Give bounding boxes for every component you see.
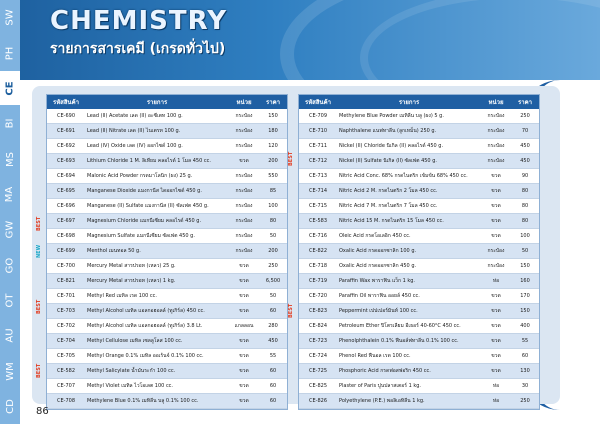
product-price: 450 bbox=[259, 334, 287, 349]
product-unit: กระป๋อง bbox=[481, 124, 511, 139]
product-name: Nitric Acid 7 M. กรดไนตริก 7 โมล 450 cc. bbox=[337, 199, 481, 214]
table-row bbox=[299, 334, 539, 349]
product-unit: ขวด bbox=[481, 214, 511, 229]
product-unit: ขวด bbox=[229, 289, 259, 304]
table-row bbox=[299, 289, 539, 304]
product-unit: ขวด bbox=[229, 154, 259, 169]
product-price: 150 bbox=[511, 304, 539, 319]
tab-label: CE bbox=[4, 81, 16, 96]
product-name: Methylene Blue Powder เมทิลีน บลู (ผง) 5 g. bbox=[337, 109, 481, 124]
product-unit: ขวด bbox=[481, 319, 511, 334]
product-code: CE-697 bbox=[47, 214, 85, 229]
left-price-table bbox=[46, 94, 288, 410]
product-unit: ขวด bbox=[481, 364, 511, 379]
product-unit: ห่อ bbox=[481, 379, 511, 394]
table-row bbox=[299, 244, 539, 259]
product-price: 60 bbox=[511, 349, 539, 364]
product-name: Methylene Blue 0.1% เมทิลีน บลู 0.1% 100 cc. bbox=[85, 394, 229, 409]
table-row bbox=[299, 124, 539, 139]
tab-label: CD bbox=[4, 398, 16, 414]
product-name: Lithium Chloride 1 M. ลิเทียม คลอไรด์ 1 โมล 450 cc. bbox=[85, 154, 229, 169]
product-unit: ขวด bbox=[229, 259, 259, 274]
product-code: CE-708 bbox=[47, 394, 85, 409]
product-name: Phenolphthalein 0.1% ฟีนอล์ฟทาลีน 0.1% 100 cc. bbox=[337, 334, 481, 349]
product-name: Nitric Acid Conc. 68% กรดไนตริก เข้มข้น 68% 450 cc. bbox=[337, 169, 481, 184]
page-subtitle: รายการสารเคมี (เกรดทั่วไป) bbox=[50, 41, 226, 57]
tab-gw[interactable] bbox=[0, 213, 20, 247]
tab-label: MS bbox=[4, 151, 16, 167]
product-code: CE-583 bbox=[299, 214, 337, 229]
tab-au[interactable] bbox=[0, 319, 20, 353]
table-row bbox=[299, 184, 539, 199]
best-badge: BEST bbox=[288, 151, 294, 166]
product-unit: ขวด bbox=[481, 169, 511, 184]
product-code: CE-694 bbox=[47, 169, 85, 184]
product-code: CE-826 bbox=[299, 394, 337, 409]
product-price: 55 bbox=[259, 349, 287, 364]
tab-label: SW bbox=[4, 9, 16, 26]
product-price: 130 bbox=[511, 364, 539, 379]
tab-label: AU bbox=[4, 328, 16, 343]
product-code: CE-703 bbox=[47, 304, 85, 319]
product-name: Methyl Alcohol เมทิล แอลกอฮอลล์ (ทูเกิร์ล) 450 cc. bbox=[85, 304, 229, 319]
table-row bbox=[47, 199, 287, 214]
product-unit: กระป๋อง bbox=[229, 214, 259, 229]
table-row bbox=[299, 109, 539, 124]
product-name: Petroleum Ether ปิโตรเลียม อีเธอร์ 40-60°C 450 cc. bbox=[337, 319, 481, 334]
tab-label: MA bbox=[4, 186, 16, 203]
table-row bbox=[47, 139, 287, 154]
table-row bbox=[299, 304, 539, 319]
table-row bbox=[47, 364, 287, 379]
product-price: 60 bbox=[259, 379, 287, 394]
product-price: 80 bbox=[511, 184, 539, 199]
product-name: Oleic Acid กรดโอเลอิก 450 cc. bbox=[337, 229, 481, 244]
product-code: CE-700 bbox=[47, 259, 85, 274]
product-code: CE-707 bbox=[47, 379, 85, 394]
product-name: Menthol เมนทอล 50 g. bbox=[85, 244, 229, 259]
product-code: CE-709 bbox=[299, 109, 337, 124]
table-row bbox=[299, 349, 539, 364]
product-code: CE-705 bbox=[47, 349, 85, 364]
product-code: CE-824 bbox=[299, 319, 337, 334]
product-name: Naphthalene แนฟทาลีน (ลูกเหม็น) 250 g. bbox=[337, 124, 481, 139]
tab-ma[interactable] bbox=[0, 177, 20, 211]
product-code: CE-716 bbox=[299, 229, 337, 244]
product-name: Lead (II) Acetate เลด (II) อะซีเตท 100 g. bbox=[85, 109, 229, 124]
product-unit: กระป๋อง bbox=[229, 124, 259, 139]
product-code: CE-713 bbox=[299, 169, 337, 184]
product-price: 6,500 bbox=[259, 274, 287, 289]
product-code: CE-714 bbox=[299, 184, 337, 199]
product-name: Methyl Violet เมทิล ไวโอเลต 100 cc. bbox=[85, 379, 229, 394]
product-unit: ขวด bbox=[481, 304, 511, 319]
product-unit: ขวด bbox=[229, 349, 259, 364]
product-price: 60 bbox=[259, 394, 287, 409]
table-row bbox=[299, 379, 539, 394]
product-unit: กระป๋อง bbox=[481, 244, 511, 259]
product-name: Peppermint เปปเปอร์มินท์ 100 cc. bbox=[337, 304, 481, 319]
product-unit: กระป๋อง bbox=[229, 139, 259, 154]
best-badge: BEST bbox=[36, 299, 42, 314]
tab-bi[interactable] bbox=[0, 107, 20, 141]
product-unit: กระป๋อง bbox=[481, 259, 511, 274]
product-name: Mercury Metal สารปรอท (เหลว) 1 kg. bbox=[85, 274, 229, 289]
table-row bbox=[47, 394, 287, 409]
product-price: 90 bbox=[511, 169, 539, 184]
table-row bbox=[47, 124, 287, 139]
column-header-unit: หน่วย bbox=[481, 95, 511, 109]
product-unit: ขวด bbox=[229, 364, 259, 379]
product-unit: ห่อ bbox=[481, 274, 511, 289]
page-number: 86 bbox=[36, 406, 49, 417]
product-price: 70 bbox=[511, 124, 539, 139]
catalog-content bbox=[32, 86, 560, 404]
table-row bbox=[299, 229, 539, 244]
product-name: Paraffin Oil พาราฟิน ออยล์ 450 cc. bbox=[337, 289, 481, 304]
tab-label: WM bbox=[4, 361, 16, 381]
product-code: CE-712 bbox=[299, 154, 337, 169]
product-price: 200 bbox=[259, 154, 287, 169]
column-header-unit: หน่วย bbox=[229, 95, 259, 109]
product-code: CE-691 bbox=[47, 124, 85, 139]
product-name: Manganese (II) Sulfate แมงกานีส (II) ซัลเฟต 450 g. bbox=[85, 199, 229, 214]
product-unit: แกลลอน bbox=[229, 319, 259, 334]
product-name: Lead (IV) Oxide เลด (IV) ออกไซด์ 100 g. bbox=[85, 139, 229, 154]
product-unit: กระป๋อง bbox=[229, 184, 259, 199]
product-unit: ขวด bbox=[229, 379, 259, 394]
product-price: 550 bbox=[259, 169, 287, 184]
product-code: CE-823 bbox=[299, 304, 337, 319]
product-unit: ห่อ bbox=[481, 394, 511, 409]
tab-wm[interactable] bbox=[0, 354, 20, 388]
product-code: CE-690 bbox=[47, 109, 85, 124]
tab-ce[interactable] bbox=[0, 71, 20, 105]
product-price: 80 bbox=[511, 214, 539, 229]
product-name: Malonic Acid Powder กรดมาโลนิก (ผง) 25 g. bbox=[85, 169, 229, 184]
product-unit: ขวด bbox=[229, 274, 259, 289]
product-name: Paraffin Wax พาราฟิน แว็ก 1 kg. bbox=[337, 274, 481, 289]
tab-label: OT bbox=[4, 293, 16, 308]
product-price: 170 bbox=[511, 289, 539, 304]
product-name: Magnesium Sulfate แมกนีเซียม ซัลเฟต 450 g. bbox=[85, 229, 229, 244]
product-name: Nitric Acid 15 M. กรดไนตริก 15 โมล 450 cc. bbox=[337, 214, 481, 229]
product-unit: กระป๋อง bbox=[481, 154, 511, 169]
product-price: 60 bbox=[259, 364, 287, 379]
table-row bbox=[299, 169, 539, 184]
table-row bbox=[47, 154, 287, 169]
product-name: Methyl Cellulose เมทิล เซลลูโลส 100 cc. bbox=[85, 334, 229, 349]
table-row bbox=[299, 154, 539, 169]
table-header-row bbox=[47, 95, 287, 109]
product-name: Plaster of Paris ปูนปลาสเตอร์ 1 kg. bbox=[337, 379, 481, 394]
tab-sw[interactable] bbox=[0, 1, 20, 35]
product-price: 250 bbox=[511, 109, 539, 124]
product-price: 100 bbox=[259, 199, 287, 214]
product-unit: ขวด bbox=[481, 229, 511, 244]
product-name: Polyethylene (P.E.) พอลิเอทิลีน 1 kg. bbox=[337, 394, 481, 409]
product-code: CE-693 bbox=[47, 154, 85, 169]
product-name: Manganese Dioxide แมงกานีส ไดออกไซด์ 450 g. bbox=[85, 184, 229, 199]
product-price: 50 bbox=[259, 229, 287, 244]
tab-go[interactable] bbox=[0, 248, 20, 282]
product-code: CE-582 bbox=[47, 364, 85, 379]
product-price: 60 bbox=[259, 304, 287, 319]
table-row bbox=[47, 214, 287, 229]
product-code: CE-701 bbox=[47, 289, 85, 304]
tab-ph[interactable] bbox=[0, 36, 20, 70]
table-row bbox=[299, 364, 539, 379]
product-name: Methyl Red เมทิล เรด 100 cc. bbox=[85, 289, 229, 304]
product-code: CE-723 bbox=[299, 334, 337, 349]
product-name: Methyl Orange 0.1% เมทิล ออเร้นจ์ 0.1% 100 cc. bbox=[85, 349, 229, 364]
table-row bbox=[47, 274, 287, 289]
table-row bbox=[299, 319, 539, 334]
product-price: 85 bbox=[259, 184, 287, 199]
table-row bbox=[47, 304, 287, 319]
product-price: 30 bbox=[511, 379, 539, 394]
product-code: CE-698 bbox=[47, 229, 85, 244]
product-name: Mercury Metal สารปรอท (เหลว) 25 g. bbox=[85, 259, 229, 274]
table-row bbox=[47, 319, 287, 334]
product-unit: ขวด bbox=[481, 199, 511, 214]
column-header-item: รายการ bbox=[337, 95, 481, 109]
product-code: CE-725 bbox=[299, 364, 337, 379]
product-price: 150 bbox=[259, 109, 287, 124]
best-badge: BEST bbox=[36, 363, 42, 378]
product-name: Magnesium Chloride แมกนีเซียม คลอไรด์ 450 g. bbox=[85, 214, 229, 229]
tab-cd[interactable] bbox=[0, 389, 20, 423]
table-row bbox=[47, 349, 287, 364]
column-header-item: รายการ bbox=[85, 95, 229, 109]
column-header-code: รหัสสินค้า bbox=[299, 95, 337, 109]
product-price: 80 bbox=[259, 214, 287, 229]
table-row bbox=[47, 184, 287, 199]
product-price: 80 bbox=[511, 199, 539, 214]
product-name: Methyl Salicylate น้ำมันระกำ 100 cc. bbox=[85, 364, 229, 379]
product-code: CE-696 bbox=[47, 199, 85, 214]
product-code: CE-704 bbox=[47, 334, 85, 349]
table-header-row bbox=[299, 95, 539, 109]
product-unit: กระป๋อง bbox=[481, 139, 511, 154]
product-name: Oxalic Acid กรดออกซาลิก 100 g. bbox=[337, 244, 481, 259]
product-code: CE-695 bbox=[47, 184, 85, 199]
tab-label: PH bbox=[4, 46, 16, 60]
table-row bbox=[47, 169, 287, 184]
table-row bbox=[299, 274, 539, 289]
best-badge: BEST bbox=[36, 216, 42, 231]
product-price: 150 bbox=[511, 259, 539, 274]
product-code: CE-699 bbox=[47, 244, 85, 259]
product-code: CE-719 bbox=[299, 274, 337, 289]
table-row bbox=[299, 139, 539, 154]
new-badge: NEW bbox=[36, 244, 42, 258]
table-row bbox=[47, 334, 287, 349]
product-price: 160 bbox=[511, 274, 539, 289]
tab-label: BI bbox=[4, 118, 16, 129]
product-name: Phosphoric Acid กรดฟอสฟอริก 450 cc. bbox=[337, 364, 481, 379]
tab-ms[interactable] bbox=[0, 142, 20, 176]
product-name: Nitric Acid 2 M. กรดไนตริก 2 โมล 450 cc. bbox=[337, 184, 481, 199]
tab-ot[interactable] bbox=[0, 283, 20, 317]
product-name: Phenol Red ฟีนอล เรด 100 cc. bbox=[337, 349, 481, 364]
table-row bbox=[299, 199, 539, 214]
table-row bbox=[47, 289, 287, 304]
product-price: 120 bbox=[259, 139, 287, 154]
product-name: Nickel (II) Chloride นิเกิล (II) คลอไรด์ 450 g. bbox=[337, 139, 481, 154]
column-header-price: ราคา bbox=[259, 95, 287, 109]
tab-label: GW bbox=[4, 220, 16, 239]
tab-label: GO bbox=[4, 257, 16, 273]
product-code: CE-715 bbox=[299, 199, 337, 214]
product-unit: ขวด bbox=[481, 334, 511, 349]
product-unit: ขวด bbox=[229, 334, 259, 349]
column-header-price: ราคา bbox=[511, 95, 539, 109]
product-unit: กระป๋อง bbox=[229, 229, 259, 244]
section-tabs bbox=[0, 0, 20, 424]
product-price: 250 bbox=[259, 259, 287, 274]
table-row bbox=[47, 229, 287, 244]
product-unit: กระป๋อง bbox=[481, 109, 511, 124]
column-header-code: รหัสสินค้า bbox=[47, 95, 85, 109]
product-unit: ขวด bbox=[481, 184, 511, 199]
product-code: CE-710 bbox=[299, 124, 337, 139]
product-price: 250 bbox=[511, 394, 539, 409]
product-unit: กระป๋อง bbox=[229, 109, 259, 124]
product-price: 450 bbox=[511, 139, 539, 154]
product-price: 50 bbox=[511, 244, 539, 259]
product-name: Methyl Alcohol เมทิล แอลกอฮอลล์ (ทูเกิร์ล) 3.8 Lt. bbox=[85, 319, 229, 334]
product-code: CE-825 bbox=[299, 379, 337, 394]
product-name: Oxalic Acid กรดออกซาลิก 450 g. bbox=[337, 259, 481, 274]
product-code: CE-702 bbox=[47, 319, 85, 334]
product-unit: ขวด bbox=[481, 349, 511, 364]
table-row bbox=[299, 394, 539, 409]
right-price-table bbox=[298, 94, 540, 410]
product-price: 450 bbox=[511, 154, 539, 169]
table-row bbox=[47, 259, 287, 274]
product-code: CE-821 bbox=[47, 274, 85, 289]
table-row bbox=[47, 244, 287, 259]
page-title: CHEMISTRY bbox=[50, 6, 228, 36]
product-price: 55 bbox=[511, 334, 539, 349]
product-price: 280 bbox=[259, 319, 287, 334]
table-row bbox=[47, 379, 287, 394]
table-row bbox=[299, 214, 539, 229]
product-unit: กระป๋อง bbox=[229, 199, 259, 214]
product-name: Lead (II) Nitrate เลด (II) ไนเตรท 100 g. bbox=[85, 124, 229, 139]
table-row bbox=[299, 259, 539, 274]
product-code: CE-711 bbox=[299, 139, 337, 154]
product-price: 200 bbox=[259, 244, 287, 259]
product-code: CE-724 bbox=[299, 349, 337, 364]
product-price: 50 bbox=[259, 289, 287, 304]
product-unit: ขวด bbox=[481, 289, 511, 304]
table-row bbox=[47, 109, 287, 124]
product-unit: ขวด bbox=[229, 304, 259, 319]
best-badge: BEST bbox=[288, 303, 294, 318]
product-code: CE-720 bbox=[299, 289, 337, 304]
product-code: CE-822 bbox=[299, 244, 337, 259]
product-unit: ขวด bbox=[229, 394, 259, 409]
product-unit: กระป๋อง bbox=[229, 169, 259, 184]
product-price: 400 bbox=[511, 319, 539, 334]
product-code: CE-692 bbox=[47, 139, 85, 154]
product-name: Nickel (II) Sulfate นิเกิล (II) ซัลเฟต 450 g. bbox=[337, 154, 481, 169]
product-price: 180 bbox=[259, 124, 287, 139]
product-unit: กระป๋อง bbox=[229, 244, 259, 259]
product-price: 100 bbox=[511, 229, 539, 244]
product-code: CE-718 bbox=[299, 259, 337, 274]
